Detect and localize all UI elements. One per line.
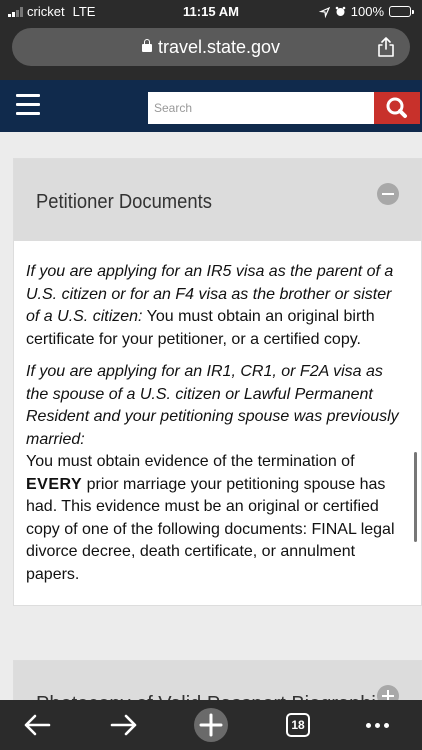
- battery-icon: [389, 6, 414, 17]
- carrier-label: cricket: [27, 4, 65, 19]
- status-time: 11:15 AM: [183, 4, 239, 19]
- forward-button[interactable]: [107, 708, 141, 742]
- battery-percent: 100%: [350, 4, 384, 19]
- requirement-text-cont: prior marriage your petitioning spouse has had. This evidence must be an original or certified copy of one of the following documents: FINAL legal divorce decree, death certificate, or annulment papers.: [26, 475, 395, 583]
- new-tab-button[interactable]: [194, 708, 228, 742]
- location-arrow-icon: [320, 7, 330, 17]
- back-button[interactable]: [20, 708, 54, 742]
- lock-icon: [142, 44, 152, 52]
- section-title: Petitioner Documents: [36, 191, 212, 213]
- requirement-text: You must obtain an original birth certificate for your petitioner, or a certified copy.: [26, 308, 375, 348]
- condition-text: If you are applying for an IR5 visa as the parent of a U.S. citizen or for an F4 visa as the brother or sister of a U.S. citizen:: [26, 263, 394, 325]
- status-right: [320, 4, 414, 19]
- browser-toolbar: [0, 700, 422, 750]
- tabs-button[interactable]: [281, 708, 315, 742]
- condition-text: If you are applying for an IR1, CR1, or F2A visa as the spouse of a U.S. citizen or Lawful Permanent Resident and your petitioning spouse was previously married:: [26, 363, 399, 448]
- ellipsis-icon: [366, 723, 389, 728]
- network-label: LTE: [72, 4, 96, 19]
- back-arrow-icon: [22, 713, 52, 737]
- more-menu-button[interactable]: [360, 708, 394, 742]
- collapse-icon[interactable]: [377, 183, 399, 205]
- accordion-body: [14, 241, 421, 586]
- paragraph-ir5-f4: [26, 261, 407, 351]
- url-text: travel.state.gov: [157, 37, 281, 57]
- requirement-text: You must obtain evidence of the termination of: [26, 453, 355, 470]
- accordion-header[interactable]: [14, 159, 421, 241]
- url-display[interactable]: [12, 37, 410, 58]
- search-icon: [374, 92, 420, 124]
- forward-arrow-icon: [109, 713, 139, 737]
- address-bar[interactable]: [12, 28, 410, 66]
- search-input[interactable]: [148, 92, 374, 124]
- emphasis-text: EVERY: [26, 475, 83, 493]
- plus-icon: [194, 708, 228, 742]
- tab-count: 18: [286, 713, 310, 737]
- share-icon[interactable]: [376, 36, 396, 58]
- alarm-icon: [335, 6, 346, 17]
- search-button[interactable]: [374, 92, 420, 124]
- site-header: [0, 80, 422, 132]
- paragraph-ir1-cr1-f2a: [26, 361, 407, 586]
- status-bar: [0, 0, 422, 24]
- page-content: [0, 132, 422, 700]
- menu-icon[interactable]: [16, 94, 40, 116]
- browser-address-area: [0, 24, 422, 80]
- scrollbar[interactable]: [414, 452, 417, 542]
- accordion-petitioner-documents: [13, 158, 422, 606]
